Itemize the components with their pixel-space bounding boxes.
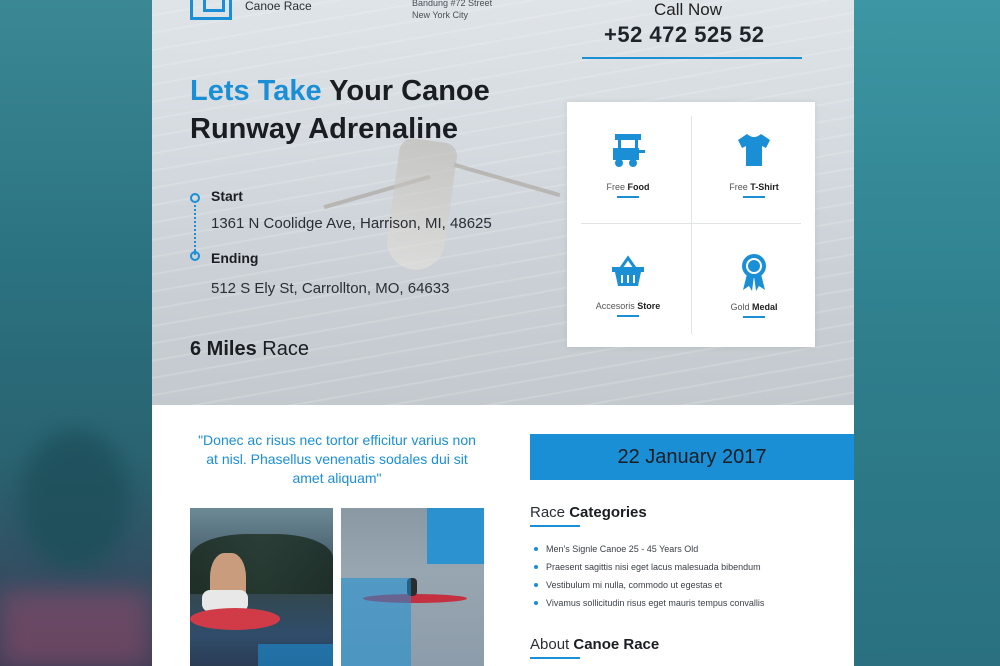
title-accent: Lets Take bbox=[190, 75, 322, 107]
call-now-label: Call Now bbox=[654, 0, 723, 19]
tshirt-icon bbox=[734, 132, 774, 168]
photo-collage bbox=[190, 508, 484, 666]
heading-underline bbox=[530, 657, 580, 659]
event-date: 22 January 2017 bbox=[617, 446, 767, 468]
ending-label: Ending bbox=[211, 250, 259, 266]
features-card bbox=[567, 102, 815, 347]
feature-accessories-store bbox=[567, 226, 689, 344]
background-blur bbox=[0, 590, 150, 666]
feature-gold-medal bbox=[693, 226, 815, 344]
list-item: Praesent sagittis nisi eget lacus malesuada bibendum bbox=[530, 558, 830, 576]
kayak bbox=[190, 608, 280, 630]
distance-value: 6 Miles bbox=[190, 338, 257, 360]
feature-underline bbox=[743, 316, 765, 318]
quote-text: "Donec ac risus nec tortor efficitur varius non at nisl. Phasellus venenatis sodales dui sit amet aliquam" bbox=[198, 432, 476, 486]
basket-icon bbox=[609, 254, 647, 290]
divider-line bbox=[582, 57, 802, 59]
feature-underline bbox=[743, 196, 765, 198]
medal-icon bbox=[737, 252, 771, 292]
ending-address: 512 S Ely St, Carrollton, MO, 64633 bbox=[211, 280, 450, 297]
divider bbox=[691, 116, 692, 334]
list-item: Vivamus sollicitudin risus eget mauris tempus convallis bbox=[530, 594, 830, 612]
address-line: New York City bbox=[412, 10, 469, 20]
about-heading: About Canoe Race bbox=[530, 636, 660, 653]
route-timeline bbox=[190, 193, 200, 263]
title-rest: Your Canoe bbox=[321, 75, 490, 107]
background-left bbox=[0, 0, 152, 666]
feature-underline bbox=[617, 196, 639, 198]
page-title bbox=[190, 72, 490, 148]
end-dot-icon bbox=[190, 251, 200, 261]
list-item: Men's Signle Canoe 25 - 45 Years Old bbox=[530, 540, 830, 558]
address bbox=[412, 0, 492, 21]
hero-section bbox=[152, 0, 854, 405]
kayak-lake-photo bbox=[341, 508, 484, 666]
race-distance bbox=[190, 338, 309, 361]
feature-label: Free T-Shirt bbox=[729, 182, 779, 192]
flyer bbox=[152, 0, 854, 666]
logo-icon bbox=[190, 0, 232, 20]
overlay-square bbox=[427, 508, 484, 564]
start-address: 1361 N Coolidge Ave, Harrison, MI, 48625 bbox=[211, 215, 492, 232]
start-label: Start bbox=[211, 188, 243, 204]
logo-text: Canoe Race bbox=[245, 0, 312, 13]
heading-underline bbox=[530, 525, 580, 527]
food-cart-icon bbox=[609, 132, 647, 168]
feature-free-food bbox=[567, 102, 689, 220]
race-categories-list bbox=[530, 540, 830, 612]
background-blur bbox=[20, 430, 130, 570]
distance-suffix: Race bbox=[256, 338, 309, 360]
feature-label: Gold Medal bbox=[730, 302, 778, 312]
overlay-square bbox=[258, 644, 333, 666]
title-line2: Runway Adrenaline bbox=[190, 113, 459, 145]
feature-free-tshirt bbox=[693, 102, 815, 220]
route-line bbox=[194, 205, 196, 255]
feature-underline bbox=[617, 315, 639, 317]
feature-label: Accesoris Store bbox=[595, 301, 661, 311]
feature-label: Free Food bbox=[606, 182, 650, 192]
race-categories-heading: Race Categories bbox=[530, 504, 647, 521]
date-banner bbox=[530, 434, 854, 480]
divider bbox=[581, 223, 801, 224]
address-line: Bandung #72 Street bbox=[412, 0, 493, 8]
background-right bbox=[854, 0, 1000, 666]
list-item: Vestibulum mi nulla, commodo ut egestas et bbox=[530, 576, 830, 594]
overlay-square bbox=[341, 578, 411, 666]
phone-number: +52 472 525 52 bbox=[604, 22, 765, 47]
kayaker-photo bbox=[190, 508, 333, 666]
start-dot-icon bbox=[190, 193, 200, 203]
